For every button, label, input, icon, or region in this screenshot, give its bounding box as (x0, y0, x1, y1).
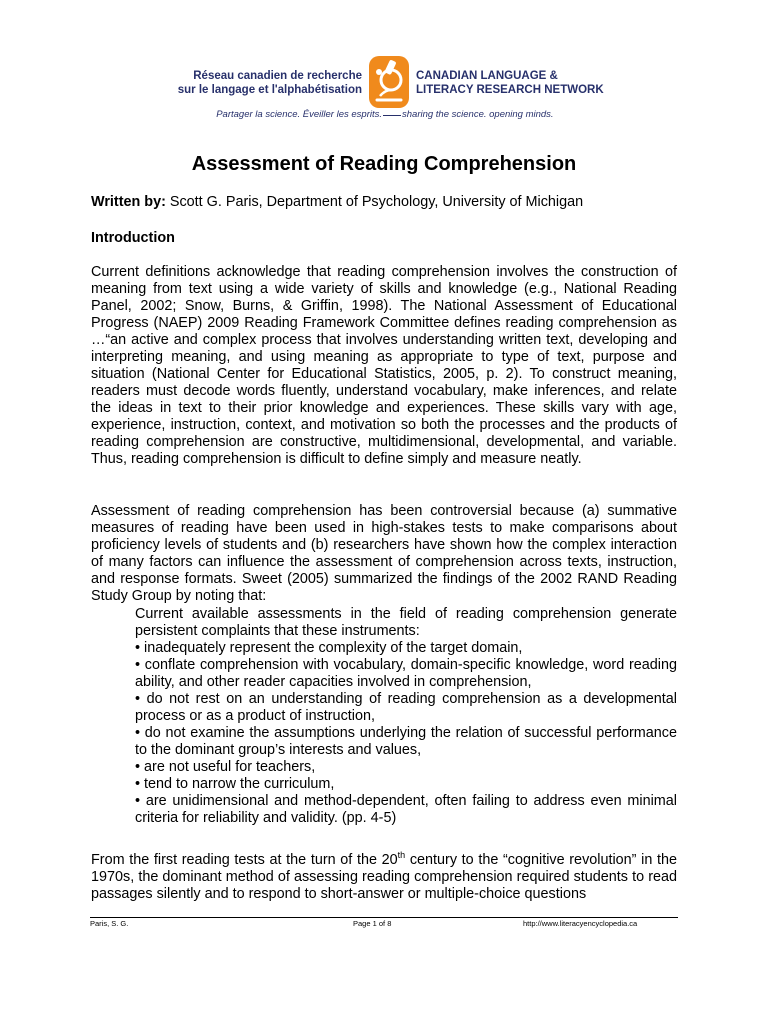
paragraph-2: Assessment of reading comprehension has been controversial because (a) summative measures of reading have been used in high-stakes tests to make comparisons about proficiency levels of students and (b) researchers have shown how the complex interaction of many factors can influence the assessment of comprehension across texts, instruction, and response formats. Sweet (2005) summarized the findings of the 2002 RAND Reading Study Group by noting that: (91, 503, 677, 604)
quote-bullet: • inadequately represent the complexity of the target domain, (135, 640, 523, 656)
quote-bullet: • conflate comprehension with vocabulary, domain-specific knowledge, word reading ability, and other reader capacities involved in comprehension, (135, 657, 677, 690)
organization-name-french (162, 69, 362, 97)
footer-divider (90, 917, 678, 918)
quote-bullet: • tend to narrow the curriculum, (135, 776, 335, 792)
english-name-line-2: LITERACY RESEARCH NETWORK (416, 84, 604, 96)
microscope-logo-icon (365, 52, 413, 114)
footer-url: http://www.literacyencyclopedia.ca (523, 919, 638, 928)
paragraph-1: Current definitions acknowledge that reading comprehension involves the construction of meaning from text using a wide variety of skills and knowledge (e.g., National Reading Panel, 2002; Snow, Burns, & Griffin, 1998). The National Assessment of Educational Progress (NAEP) 2009 Reading Framework Committee defines reading comprehension as …“an active and complex process that involves understanding written text, developing and interpreting meaning, and using meaning as appropriate to type of text, purpose and situation (National Center for Educational Statistics, 2005, p. 2). To construct meaning, readers must decode words fluently, understand vocabulary, make inferences, and relate the ideas in text to their prior knowledge and experiences. These skills vary with age, experience, instruction, context, and motivation so both the processes and the products of reading comprehension are constructive, multidimensional, developmental, and variable. Thus, reading comprehension is difficult to define simply and measure neatly. (91, 264, 677, 467)
quote-bullet: • are unidimensional and method-dependent, often failing to address even minimal criteria for reliability and validity. (pp. 4-5) (135, 793, 677, 826)
byline-author: Scott G. Paris, Department of Psychology, University of Michigan (165, 194, 584, 210)
french-name-line-1: Réseau canadien de recherche (193, 70, 362, 82)
page-header (162, 52, 606, 122)
tagline-french: Partager la science. Éveiller les esprits. (216, 109, 382, 120)
footer-author: Paris, S. G. (90, 919, 129, 928)
paragraph-3-end: century to the “cognitive revolution” in the 1970s, the dominant method of assessing reading comprehension required students to read passages silently and to respond to short-answer or multiple-choice questions (91, 852, 677, 902)
byline-label: Written by: (91, 194, 166, 210)
organization-name-english (416, 69, 606, 97)
footer-page-number: Page 1 of 8 (353, 919, 392, 928)
block-quote (135, 606, 677, 827)
superscript-th: th (397, 850, 406, 861)
quote-bullet: • are not useful for teachers, (135, 759, 316, 775)
document-title: Assessment of Reading Comprehension (191, 153, 577, 175)
paragraph-3-start: From the first reading tests at the turn of the 20 (91, 852, 398, 868)
english-name-line-1: CANADIAN LANGUAGE & (416, 70, 558, 82)
quote-intro: Current available assessments in the field of reading comprehension generate persistent complaints that these instruments: (135, 606, 677, 639)
tagline-divider (383, 115, 401, 116)
quote-bullet: • do not examine the assumptions underlying the relation of successful performance to the dominant group’s interests and values, (135, 725, 677, 758)
quote-bullet: • do not rest on an understanding of reading comprehension as a developmental process or as a product of instruction, (135, 691, 677, 724)
french-name-line-2: sur le langage et l'alphabétisation (177, 84, 362, 96)
section-heading: Introduction (91, 230, 175, 246)
tagline-english: sharing the science. opening minds. (402, 109, 554, 120)
byline (91, 194, 677, 211)
paragraph-3 (91, 852, 677, 903)
